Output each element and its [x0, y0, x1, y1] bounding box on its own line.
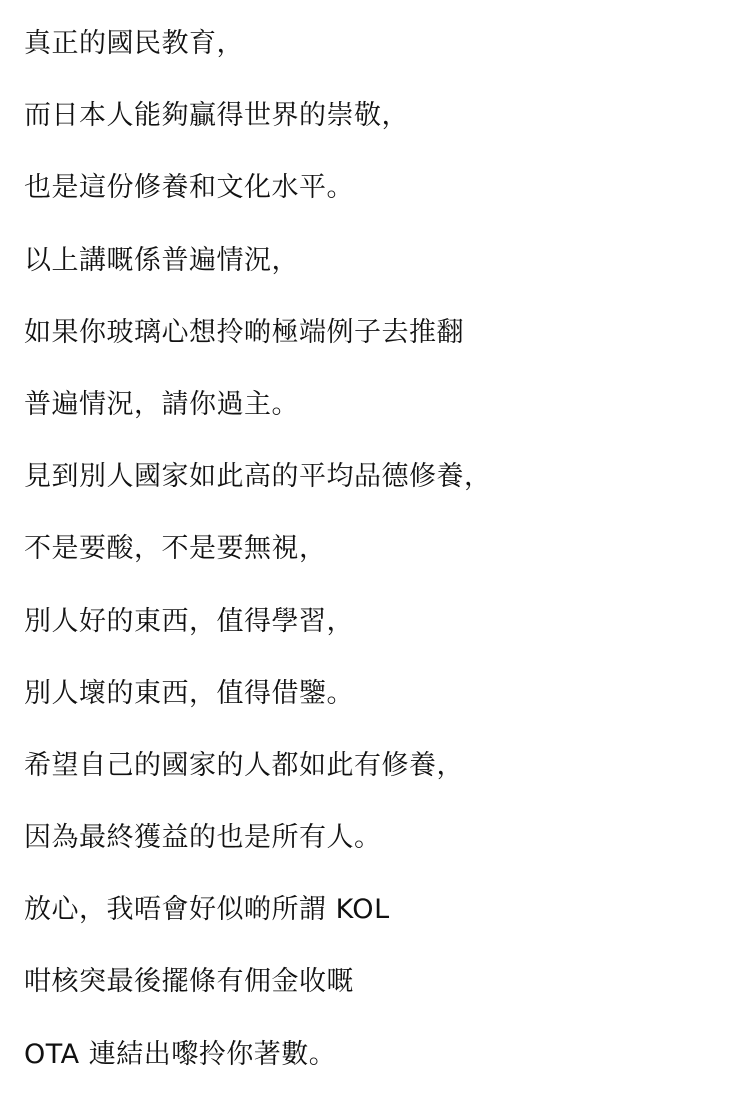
- post-line: 別人好的東西，值得學習，: [24, 605, 354, 637]
- post-line: 不是要酸，不是要無視，: [24, 533, 327, 565]
- post-line: 放心，我唔會好似啲所謂 KOL: [24, 894, 390, 926]
- post-line: 也是這份修養和文化水平。: [24, 172, 354, 204]
- post-line: 普遍情況，請你過主。: [24, 388, 299, 420]
- post-line: 而日本人能夠贏得世界的崇敬，: [24, 100, 409, 132]
- post-line: 希望自己的國家的人都如此有修養，: [24, 749, 464, 781]
- post-line: 真正的國民教育，: [24, 28, 244, 59]
- post-body: [24, 16, 740, 1099]
- post-line: 如果你玻璃心想拎啲極端例子去推翻: [24, 316, 464, 348]
- post-line: 因為最終獲益的也是所有人。: [24, 822, 382, 854]
- post-line: 以上講嘅係普遍情況，: [24, 244, 299, 276]
- post-line: 見到別人國家如此高的平均品德修養，: [24, 461, 492, 493]
- post-line: 咁核突最後擺條有佣金收嘅: [24, 966, 354, 998]
- post-line: 別人壞的東西，值得借鑒。: [24, 677, 354, 709]
- post-line: OTA 連結出嚟拎你著數。: [24, 1038, 337, 1070]
